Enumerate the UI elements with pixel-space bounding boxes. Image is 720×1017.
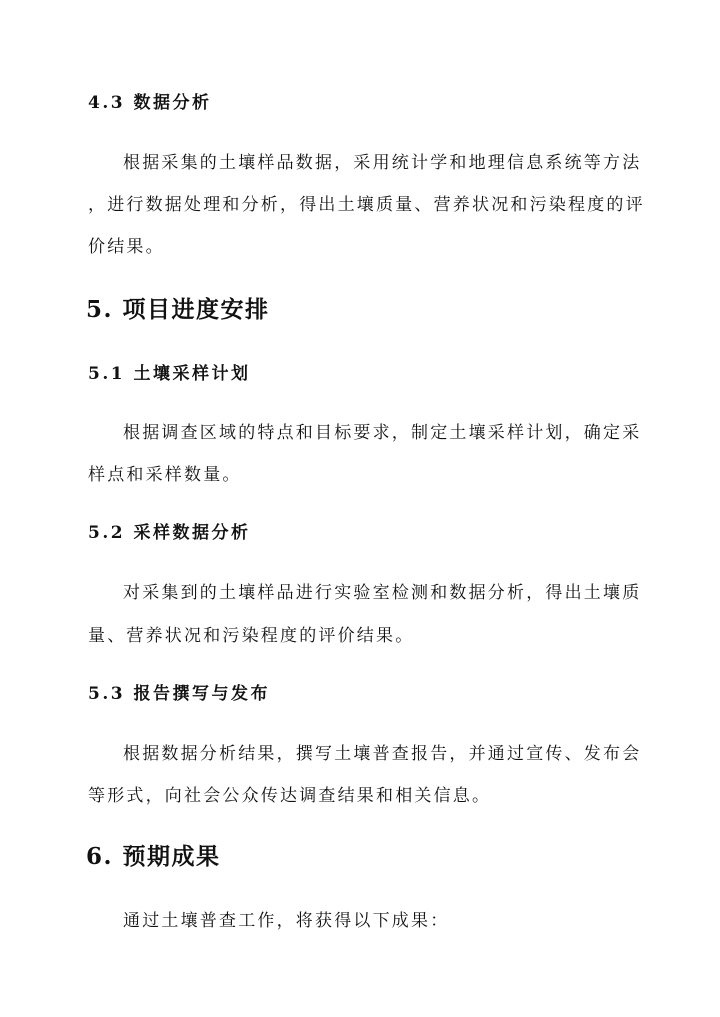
paragraph-4-3-line-1: 根据采集的土壤样品数据，采用统计学和地理信息系统等方法 bbox=[123, 153, 642, 173]
paragraph-5-2-line-2: 量、营养状况和污染程度的评价结果。 bbox=[88, 626, 415, 646]
paragraph-5-3-line-2: 等形式，向社会公众传达调查结果和相关信息。 bbox=[88, 786, 492, 806]
heading-5-2: 5.2 采样数据分析 bbox=[88, 523, 251, 543]
heading-4-3: 4.3 数据分析 bbox=[88, 93, 212, 113]
paragraph-4-3-line-2: ，进行数据处理和分析，得出土壤质量、营养状况和污染程度的评 bbox=[88, 195, 645, 215]
paragraph-5-2-line-1: 对采集到的土壤样品进行实验室检测和数据分析，得出土壤质 bbox=[123, 583, 642, 603]
paragraph-5-1-line-1: 根据调查区域的特点和目标要求，制定土壤采样计划，确定采 bbox=[123, 423, 642, 443]
heading-5-3: 5.3 报告撰写与发布 bbox=[88, 684, 270, 704]
heading-6: 6. 预期成果 bbox=[86, 843, 221, 870]
heading-5-1: 5.1 土壤采样计划 bbox=[88, 364, 251, 384]
paragraph-4-3-line-3: 价结果。 bbox=[88, 237, 165, 257]
paragraph-6-line-1: 通过土壤普查工作，将获得以下成果： bbox=[123, 911, 450, 931]
paragraph-5-1-line-2: 样点和采样数量。 bbox=[88, 465, 242, 485]
heading-5: 5. 项目进度安排 bbox=[86, 296, 270, 323]
paragraph-5-3-line-1: 根据数据分析结果，撰写土壤普查报告，并通过宣传、发布会 bbox=[123, 744, 642, 764]
